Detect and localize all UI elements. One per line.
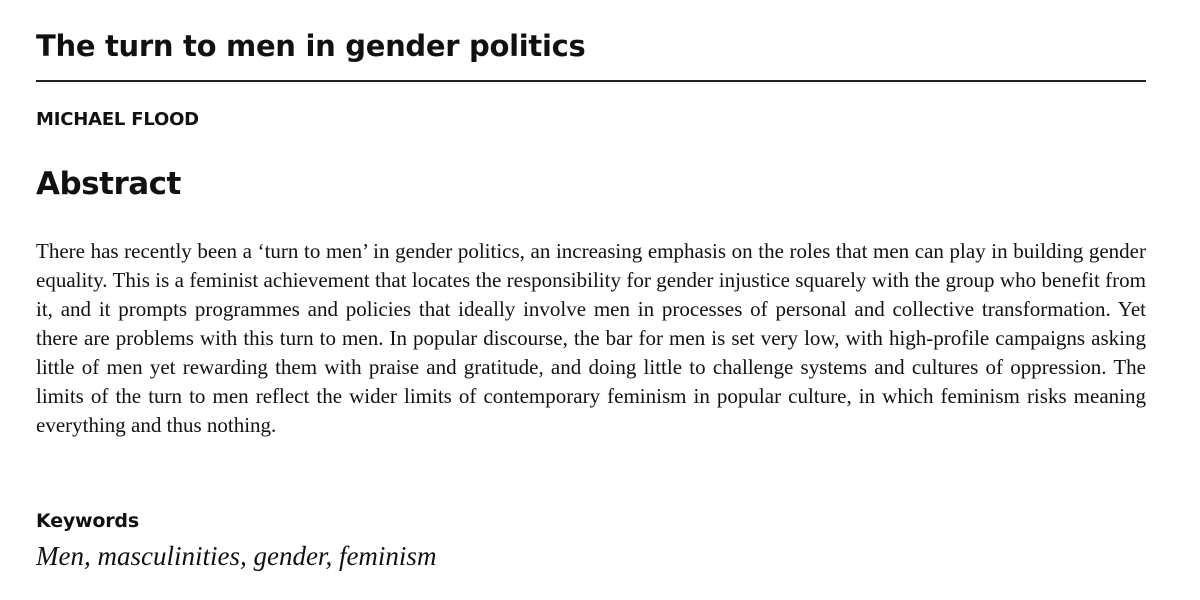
title-divider (36, 80, 1146, 82)
abstract-heading: Abstract (36, 166, 181, 202)
keywords-label: Keywords (36, 510, 139, 532)
article-title: The turn to men in gender politics (36, 29, 586, 63)
author-name: MICHAEL FLOOD (36, 109, 199, 130)
keywords-list: Men, masculinities, gender, feminism (36, 541, 437, 571)
abstract-text: There has recently been a ‘turn to men’ in gender politics, an increasing emphasis on the roles that men can play in building gender equality. This is a feminist achievement that locates the responsibility for gender injustice squarely with the group who benefit from it, and it prompts programmes and policies that ideally involve men in processes of personal and collective transformation. Yet there are problems with this turn to men. In popular discourse, the bar for men is set very low, with high-profile campaigns asking little of men yet rewarding them with praise and gratitude, and doing little to challenge systems and cultures of oppression. The limits of the turn to men reflect the wider limits of contemporary feminism in popular culture, in which feminism risks meaning everything and thus nothing. (36, 239, 1146, 437)
